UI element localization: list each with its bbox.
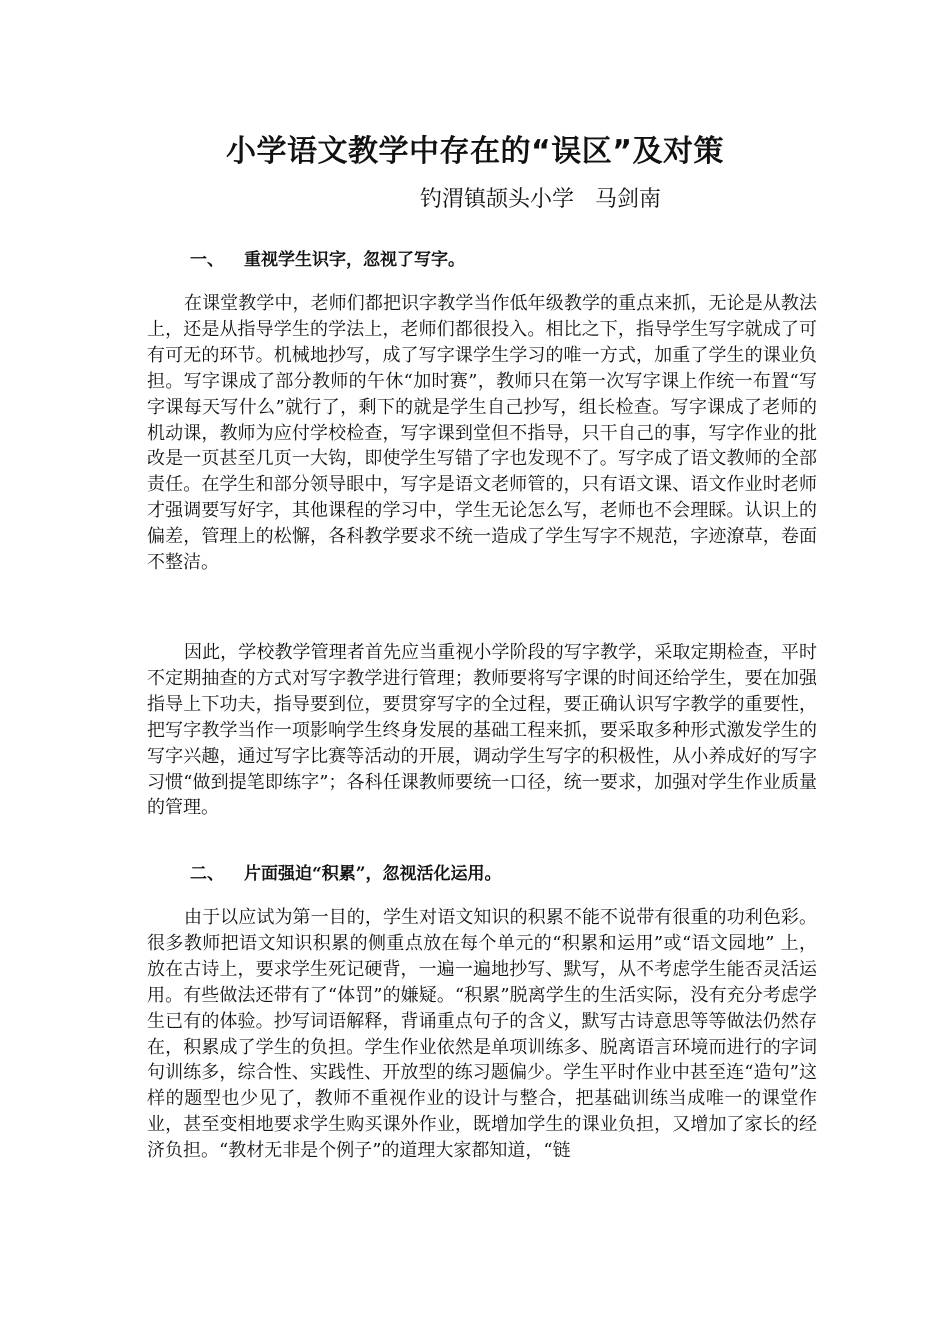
paragraph: 由于以应试为第一目的，学生对语文知识的积累不能不说带有很重的功利色彩。很多教师把语文知识积累的侧重点放在每个单元的“积累和运用”或“语文园地” 上，放在古诗上，要求学生死记硬背，一遍一遍地抄写、默写，从不考虑学生能否灵活运用。有些做法还带有了“体罚”的嫌疑。“积累”脱离学生的生活实际，没有充分考虑学生已有的体验。抄写词语解释，背诵重点句子的含义，默写古诗意思等等做法仍然存在，积累成了学生的负担。学生作业依然是单项训练多、脱离语言环境而进行的字词句训练多，综合性、实践性、开放型的练习题偏少。学生平时作业中甚至连“造句”这样的题型也少见了，教师不重视作业的设计与整合，把基础训练当成唯一的课堂作业，甚至变相地要求学生购买课外作业，既增加学生的课业负担，又增加了家长的经济负担。“教材无非是个例子”的道理大家都知道，“链 — [147, 907, 817, 1162]
section-heading-text: 片面强迫“积累”，忽视活化运用。 — [244, 864, 502, 884]
section-number: 二、 — [190, 864, 224, 884]
section-heading-text: 重视学生识字，忽视了写字。 — [244, 250, 465, 270]
section-number: 一、 — [190, 250, 224, 270]
section-heading-1 — [190, 248, 465, 272]
paragraph: 在课堂教学中，老师们都把识字教学当作低年级教学的重点来抓，无论是从教法上，还是从指导学生的学法上，老师们都很投入。相比之下，指导学生写字就成了可有可无的环节。机械地抄写，成了写字课学生学习的唯一方式，加重了学生的课业负担。写字课成了部分教师的午休“加时赛”，教师只在第一次写字课上作统一布置“写字课每天写什么”就行了，剩下的就是学生自己抄写，组长检查。写字课成了老师的机动课，教师为应付学校检查，写字课到堂但不指导，只干自己的事，写字作业的批改是一页甚至几页一大钩，即使学生写错了字也发现不了。写字成了语文教师的全部责任。在学生和部分领导眼中，写字是语文老师管的，只有语文课、语文作业时老师才强调要写好字，其他课程的学习中，学生无论怎么写，老师也不会理睬。认识上的偏差，管理上的松懈，各科教学要求不统一造成了学生写字不规范，字迹潦草，卷面不整洁。 — [147, 293, 817, 574]
document-author: 钓渭镇颉头小学 马剑南 — [420, 187, 661, 212]
paragraph: 因此，学校教学管理者首先应当重视小学阶段的写字教学，采取定期检查，平时不定期抽查的方式对写字教学进行管理；教师要将写字课的时间还给学生，要在加强指导上下功夫，指导要到位，要贯穿写字的全过程，要正确认识写字教学的重要性，把写字教学当作一项影响学生终身发展的基础工程来抓，要采取多种形式激发学生的写字兴趣，通过写字比赛等活动的开展，调动学生写字的积极性，从小养成好的写字习惯“做到提笔即练字”；各科任课教师要统一口径，统一要求，加强对学生作业质量的管理。 — [147, 642, 817, 819]
section-heading-2 — [190, 862, 502, 886]
document-title: 小学语文教学中存在的“误区”及对策 — [226, 134, 724, 169]
